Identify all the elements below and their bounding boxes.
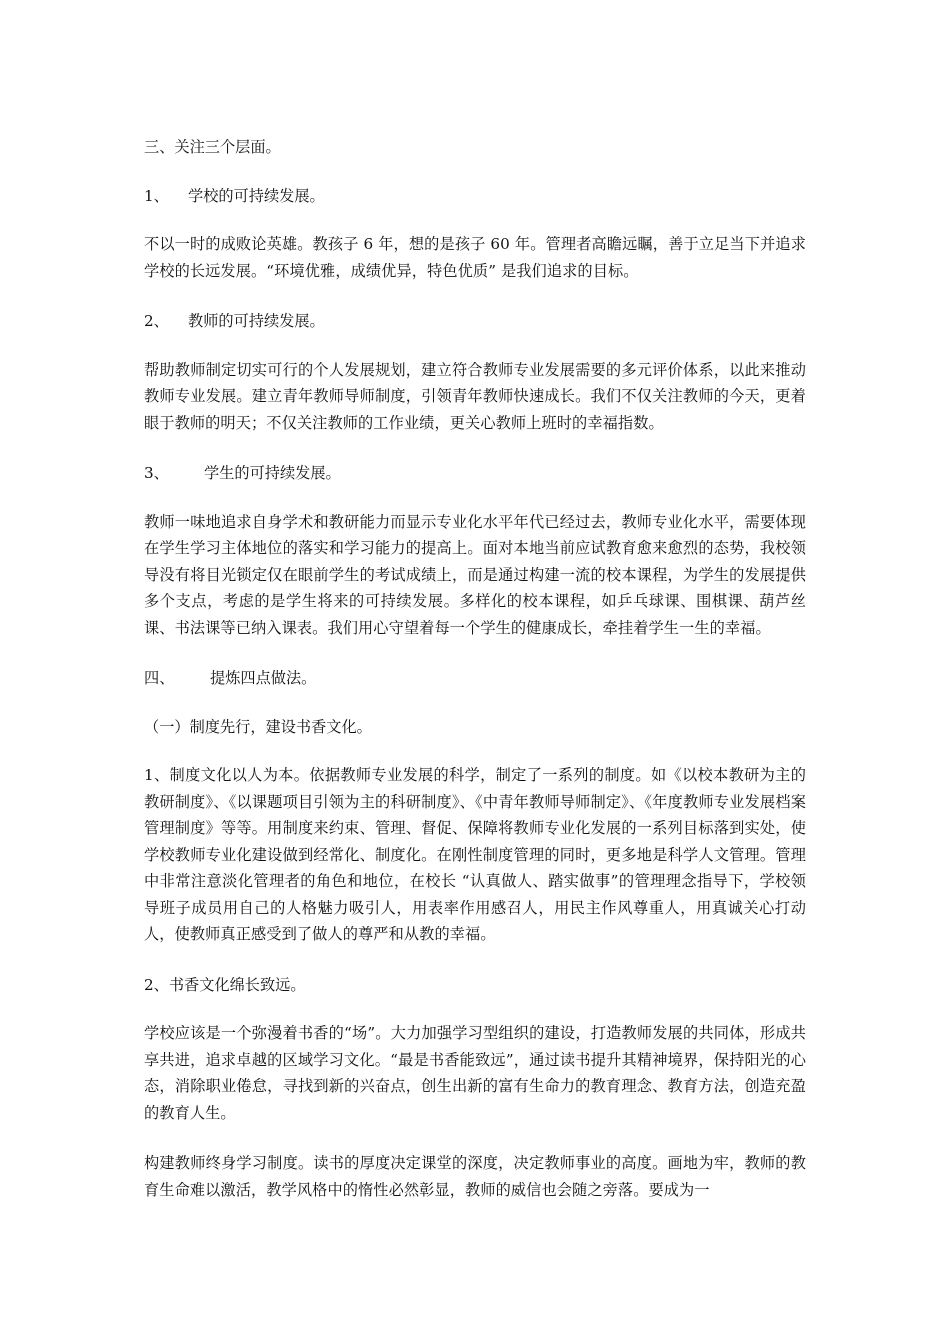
subheading-3: [144, 460, 806, 487]
paragraph: 教师一味地追求自身学术和教研能力而显示专业化水平年代已经过去，教师专业化水平，需要体现在学生学习主体地位的落实和学习能力的提高上。面对本地当前应试教育愈来愈烈的态势，我校领导没有将目光锁定仅在眼前学生的考试成绩上，而是通过构建一流的校本课程，为学生的发展提供多个支点，考虑的是学生将来的可持续发展。多样化的校本课程，如乒乓球课、围棋课、葫芦丝课、书法课等已纳入课表。我们用心守望着每一个学生的健康成长，牵挂着学生一生的幸福。: [144, 512, 806, 637]
subheading-text: 学生的可持续发展。: [204, 464, 341, 482]
list-number: 1、: [144, 186, 169, 205]
paragraph: 学校应该是一个弥漫着书香的“场”。大力加强学习型组织的建设，打造教师发展的共同体，形成共享共进，追求卓越的区域学习文化。“最是书香能致远”，通过读书提升其精神境界，保持阳光的心态，消除职业倦怠，寻找到新的兴奋点，创生出新的富有生命力的教育理念、教育方法，创造充盈的教育人生。: [144, 1024, 806, 1122]
list-number: 四、: [144, 669, 175, 687]
subsection-heading: （一）制度先行，建设书香文化。: [144, 717, 372, 736]
paragraph: 不以一时的成败论英雄。教孩子 6 年，想的是孩子 60 年。管理者高瞻远瞩，善于立足当下并追求学校的长远发展。“环境优雅，成绩优异，特色优质” 是我们追求的目标。: [144, 235, 806, 280]
subsection-heading: 2、书香文化绵长致远。: [144, 975, 306, 994]
subheading-text: 教师的可持续发展。: [188, 312, 325, 330]
subheading-text: 学校的可持续发展。: [188, 186, 325, 205]
list-number: 3、: [144, 464, 169, 482]
section-heading-4: [144, 665, 806, 692]
document-page: [144, 134, 806, 1227]
paragraph: 帮助教师制定切实可行的个人发展规划，建立符合教师专业发展需要的多元评价体系，以此来推动教师专业发展。建立青年教师导师制度，引领青年教师快速成长。我们不仅关注教师的今天，更着眼于教师的明天；不仅关注教师的工作业绩，更关心教师上班时的幸福指数。: [144, 360, 806, 432]
subheading-1: [144, 183, 806, 210]
section-heading-3: 三、关注三个层面。: [144, 138, 281, 156]
subheading-text: 提炼四点做法。: [210, 669, 317, 687]
paragraph: 构建教师终身学习制度。读书的厚度决定课堂的深度，决定教师事业的高度。画地为牢，教师的教育生命难以激活，教学风格中的惰性必然彰显，教师的威信也会随之旁落。要成为一: [144, 1154, 806, 1199]
list-number: 2、: [144, 312, 169, 330]
subheading-2: [144, 308, 806, 335]
paragraph: 1、制度文化以人为本。依据教师专业发展的科学，制定了一系列的制度。如《以校本教研为主的教研制度》、《以课题项目引领为主的科研制度》、《中青年教师导师制定》、《年度教师专业发展档案管理制度》等等。用制度来约束、管理、督促、保障将教师专业化发展的一系列目标落到实处，使学校教师专业化建设做到经常化、制度化。在刚性制度管理的同时，更多地是科学人文管理。管理中非常注意淡化管理者的角色和地位，在校长 “认真做人、踏实做事”的管理理念指导下，学校领导班子成员用自己的人格魅力吸引人，用表率作用感召人，用民主作风尊重人，用真诚关心打动人，使教师真正感受到了做人的尊严和从教的幸福。: [144, 766, 806, 943]
